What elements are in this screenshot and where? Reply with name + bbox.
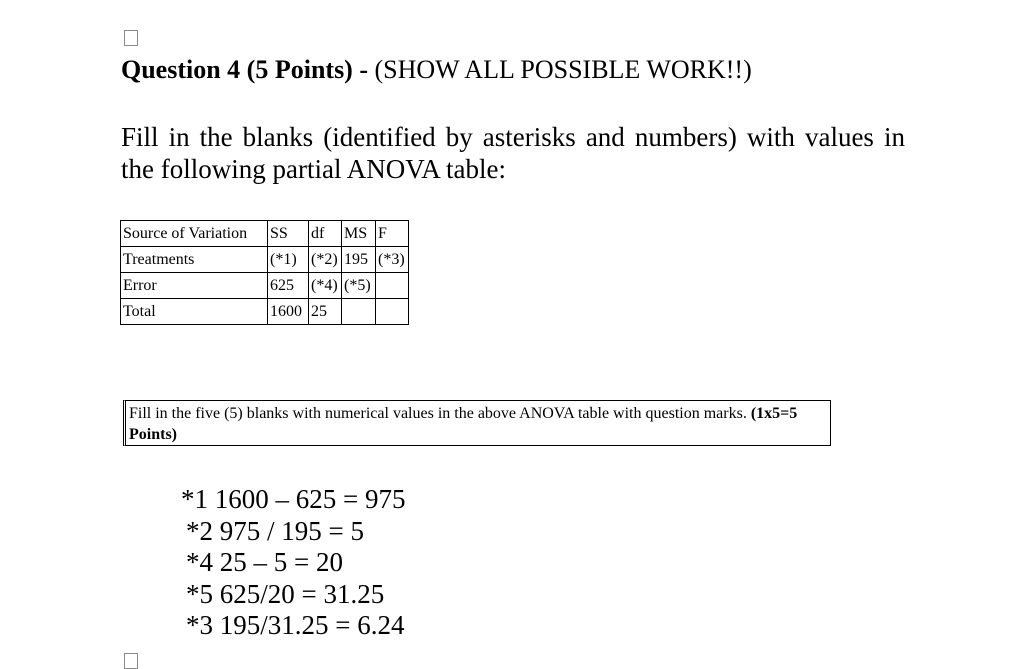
- table-row-error: [121, 273, 409, 299]
- table-header-row: [121, 221, 409, 247]
- table-cell: 195: [342, 247, 376, 273]
- table-cell: (*1): [268, 247, 309, 273]
- table-cell: [376, 299, 409, 325]
- question-instruction: (SHOW ALL POSSIBLE WORK!!): [368, 55, 752, 84]
- header-ss: SS: [268, 221, 309, 247]
- table-cell: (*2): [309, 247, 342, 273]
- table-row-treatments: [121, 247, 409, 273]
- answer-line: *1 1600 – 625 = 975: [181, 484, 406, 514]
- table-cell: Treatments: [121, 247, 268, 273]
- table-cell: 625: [268, 273, 309, 299]
- checkbox-bottom[interactable]: [124, 653, 138, 669]
- header-source: Source of Variation: [121, 221, 268, 247]
- table-cell: [376, 273, 409, 299]
- question-title: Question 4 (5 Points) -: [121, 55, 368, 84]
- question-heading: [121, 54, 752, 86]
- instruction-box: [123, 400, 831, 446]
- answer-line: *5 625/20 = 31.25: [186, 578, 385, 609]
- answer-line: *3 195/31.25 = 6.24: [186, 610, 405, 640]
- checkbox-top[interactable]: [124, 30, 138, 46]
- answer-line: *4 25 – 5 = 20: [186, 547, 343, 577]
- table-cell: [342, 299, 376, 325]
- header-df: df: [309, 221, 342, 247]
- answers-block: [181, 484, 405, 642]
- table-cell: (*5): [342, 273, 376, 299]
- table-cell: 1600: [268, 299, 309, 325]
- instruction-points: (1x5=5 Points): [129, 405, 798, 443]
- header-f: F: [376, 221, 409, 247]
- table-row-total: [121, 299, 409, 325]
- answer-line: *2 975 / 195 = 5: [186, 515, 364, 546]
- table-cell: Error: [121, 273, 268, 299]
- instruction-text: Fill in the five (5) blanks with numerical values in the above ANOVA table with question marks.: [129, 405, 751, 422]
- anova-table: [120, 220, 409, 325]
- intro-text: Fill in the blanks (identified by asterisks and numbers) with values in the following partial ANOVA table:: [121, 122, 905, 184]
- table-cell: (*4): [309, 273, 342, 299]
- header-ms: MS: [342, 221, 376, 247]
- table-cell: Total: [121, 299, 268, 325]
- table-cell: 25: [309, 299, 342, 325]
- table-cell: (*3): [376, 247, 409, 273]
